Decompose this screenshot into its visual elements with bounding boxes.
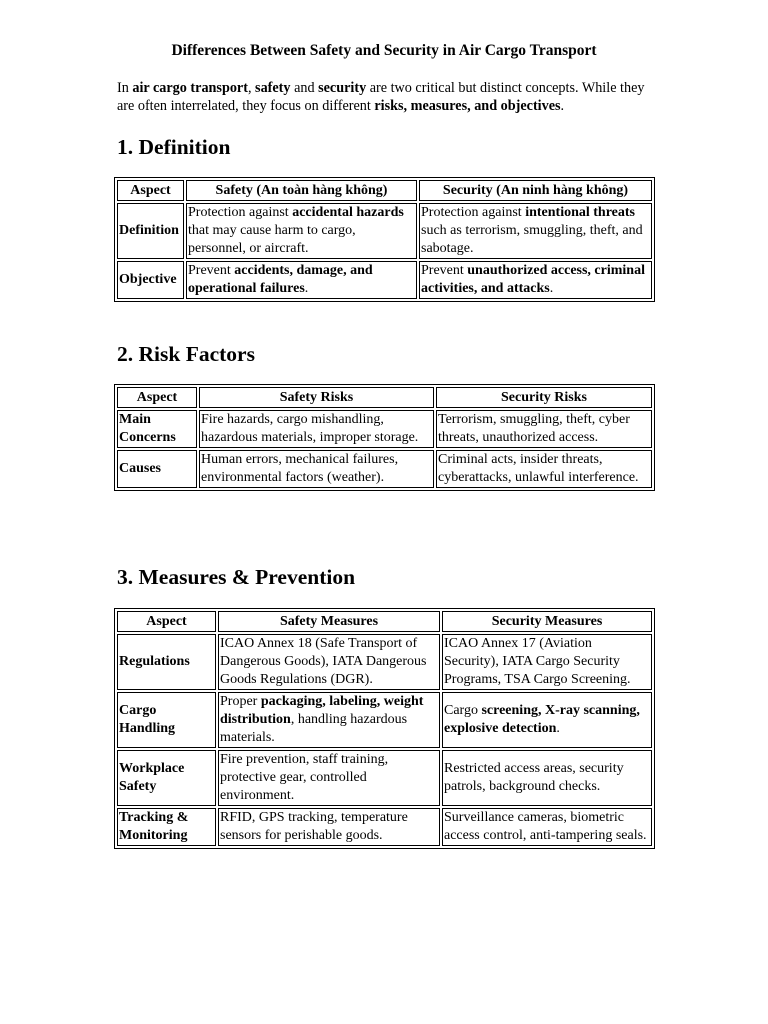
aspect-cell: Regulations xyxy=(117,634,216,690)
table-row xyxy=(117,692,652,748)
text-run: Fire hazards, cargo mishandling, hazardous materials, improper storage. xyxy=(201,412,419,445)
safety-cell xyxy=(199,410,434,448)
document-title: Differences Between Safety and Security in Air Cargo Transport xyxy=(171,42,597,59)
aspect-cell: Tracking & Monitoring xyxy=(117,808,216,846)
text-run: Prevent xyxy=(421,263,468,278)
safety-cell xyxy=(199,450,434,488)
header-safety: Safety Measures xyxy=(218,611,440,632)
aspect-cell: Workplace Safety xyxy=(117,750,216,806)
section-heading: 2. Risk Factors xyxy=(117,342,255,366)
header-aspect: Aspect xyxy=(117,180,184,201)
bold-text: accidents, damage, and operational failures xyxy=(188,263,373,296)
text-run: , xyxy=(247,80,256,96)
measures-table xyxy=(114,608,655,849)
safety-cell xyxy=(218,634,440,690)
safety-cell xyxy=(186,203,417,259)
bold-text: risks, measures, and objectives xyxy=(374,98,561,114)
text-run: . xyxy=(556,721,560,736)
table-row xyxy=(117,808,652,846)
security-cell xyxy=(419,261,652,299)
safety-cell xyxy=(186,261,417,299)
bold-text: unauthorized access, criminal activities, and attacks xyxy=(421,263,645,296)
text-run: Criminal acts, insider threats, cyberattacks, unlawful interference. xyxy=(438,452,639,485)
risk-factors-table xyxy=(114,384,655,491)
bold-text: packaging, labeling, weight distribution xyxy=(220,694,424,727)
bold-text: accidental hazards xyxy=(292,205,404,220)
text-run: Surveillance cameras, biometric access control, anti-tampering seals. xyxy=(444,810,647,843)
table-row xyxy=(117,634,652,690)
aspect-cell: Cargo Handling xyxy=(117,692,216,748)
text-run: Terrorism, smuggling, theft, cyber threats, unauthorized access. xyxy=(438,412,630,445)
header-safety: Safety (An toàn hàng không) xyxy=(186,180,417,201)
section-heading: 3. Measures & Prevention xyxy=(117,565,356,589)
text-run: Cargo xyxy=(444,703,482,718)
bold-text: intentional threats xyxy=(525,205,636,220)
section-heading: 1. Definition xyxy=(117,135,231,159)
text-run: Protection against xyxy=(188,205,293,220)
aspect-cell: Objective xyxy=(117,261,184,299)
text-run: such as terrorism, smuggling, theft, and sabotage. xyxy=(421,223,643,256)
text-run: Prevent xyxy=(188,263,235,278)
security-cell xyxy=(442,692,652,748)
header-aspect: Aspect xyxy=(117,387,197,408)
text-run: . xyxy=(304,281,309,296)
text-run: RFID, GPS tracking, temperature sensors for perishable goods. xyxy=(220,810,408,843)
table-row xyxy=(117,410,652,448)
text-run: In xyxy=(117,80,133,96)
security-cell xyxy=(442,750,652,806)
security-cell xyxy=(436,450,652,488)
text-run: Proper xyxy=(220,694,261,709)
text-run: ICAO Annex 17 (Aviation Security), IATA Cargo Security Programs, TSA Cargo Screening. xyxy=(444,636,631,687)
table-row xyxy=(117,261,652,299)
table-row xyxy=(117,203,652,259)
text-run: . xyxy=(549,281,554,296)
text-run: Human errors, mechanical failures, environmental factors (weather). xyxy=(201,452,399,485)
header-aspect: Aspect xyxy=(117,611,216,632)
text-run: and xyxy=(290,80,319,96)
text-run: Protection against xyxy=(421,205,526,220)
safety-cell xyxy=(218,808,440,846)
safety-cell xyxy=(218,750,440,806)
text-run: Restricted access areas, security patrols, background checks. xyxy=(444,761,624,794)
safety-cell xyxy=(218,692,440,748)
table-row xyxy=(117,450,652,488)
text-run: that may cause harm to cargo, personnel, or aircraft. xyxy=(188,223,356,256)
aspect-cell: Definition xyxy=(117,203,184,259)
aspect-cell: Main Concerns xyxy=(117,410,197,448)
text-run: ICAO Annex 18 (Safe Transport of Dangerous Goods), IATA Dangerous Goods Regulations (DGR). xyxy=(220,636,427,687)
definition-table xyxy=(114,177,655,302)
text-run: are two critical but distinct concepts. While they are often interrelated, they focus on different xyxy=(117,80,645,114)
intro-paragraph xyxy=(117,79,657,115)
security-cell xyxy=(442,808,652,846)
security-cell xyxy=(442,634,652,690)
table-row xyxy=(117,750,652,806)
bold-text: screening, X-ray scanning, explosive detection xyxy=(444,703,640,736)
bold-text: safety xyxy=(255,80,291,96)
bold-text: air cargo transport xyxy=(132,80,248,96)
security-cell xyxy=(436,410,652,448)
text-run: , handling hazardous materials. xyxy=(220,712,408,745)
header-safety: Safety Risks xyxy=(199,387,434,408)
text-run: . xyxy=(560,98,565,114)
text-run: Fire prevention, staff training, protective gear, controlled environment. xyxy=(220,752,389,803)
security-cell xyxy=(419,203,652,259)
bold-text: security xyxy=(318,80,367,96)
header-security: Security Risks xyxy=(436,387,652,408)
header-security: Security Measures xyxy=(442,611,652,632)
header-security: Security (An ninh hàng không) xyxy=(419,180,652,201)
aspect-cell: Causes xyxy=(117,450,197,488)
